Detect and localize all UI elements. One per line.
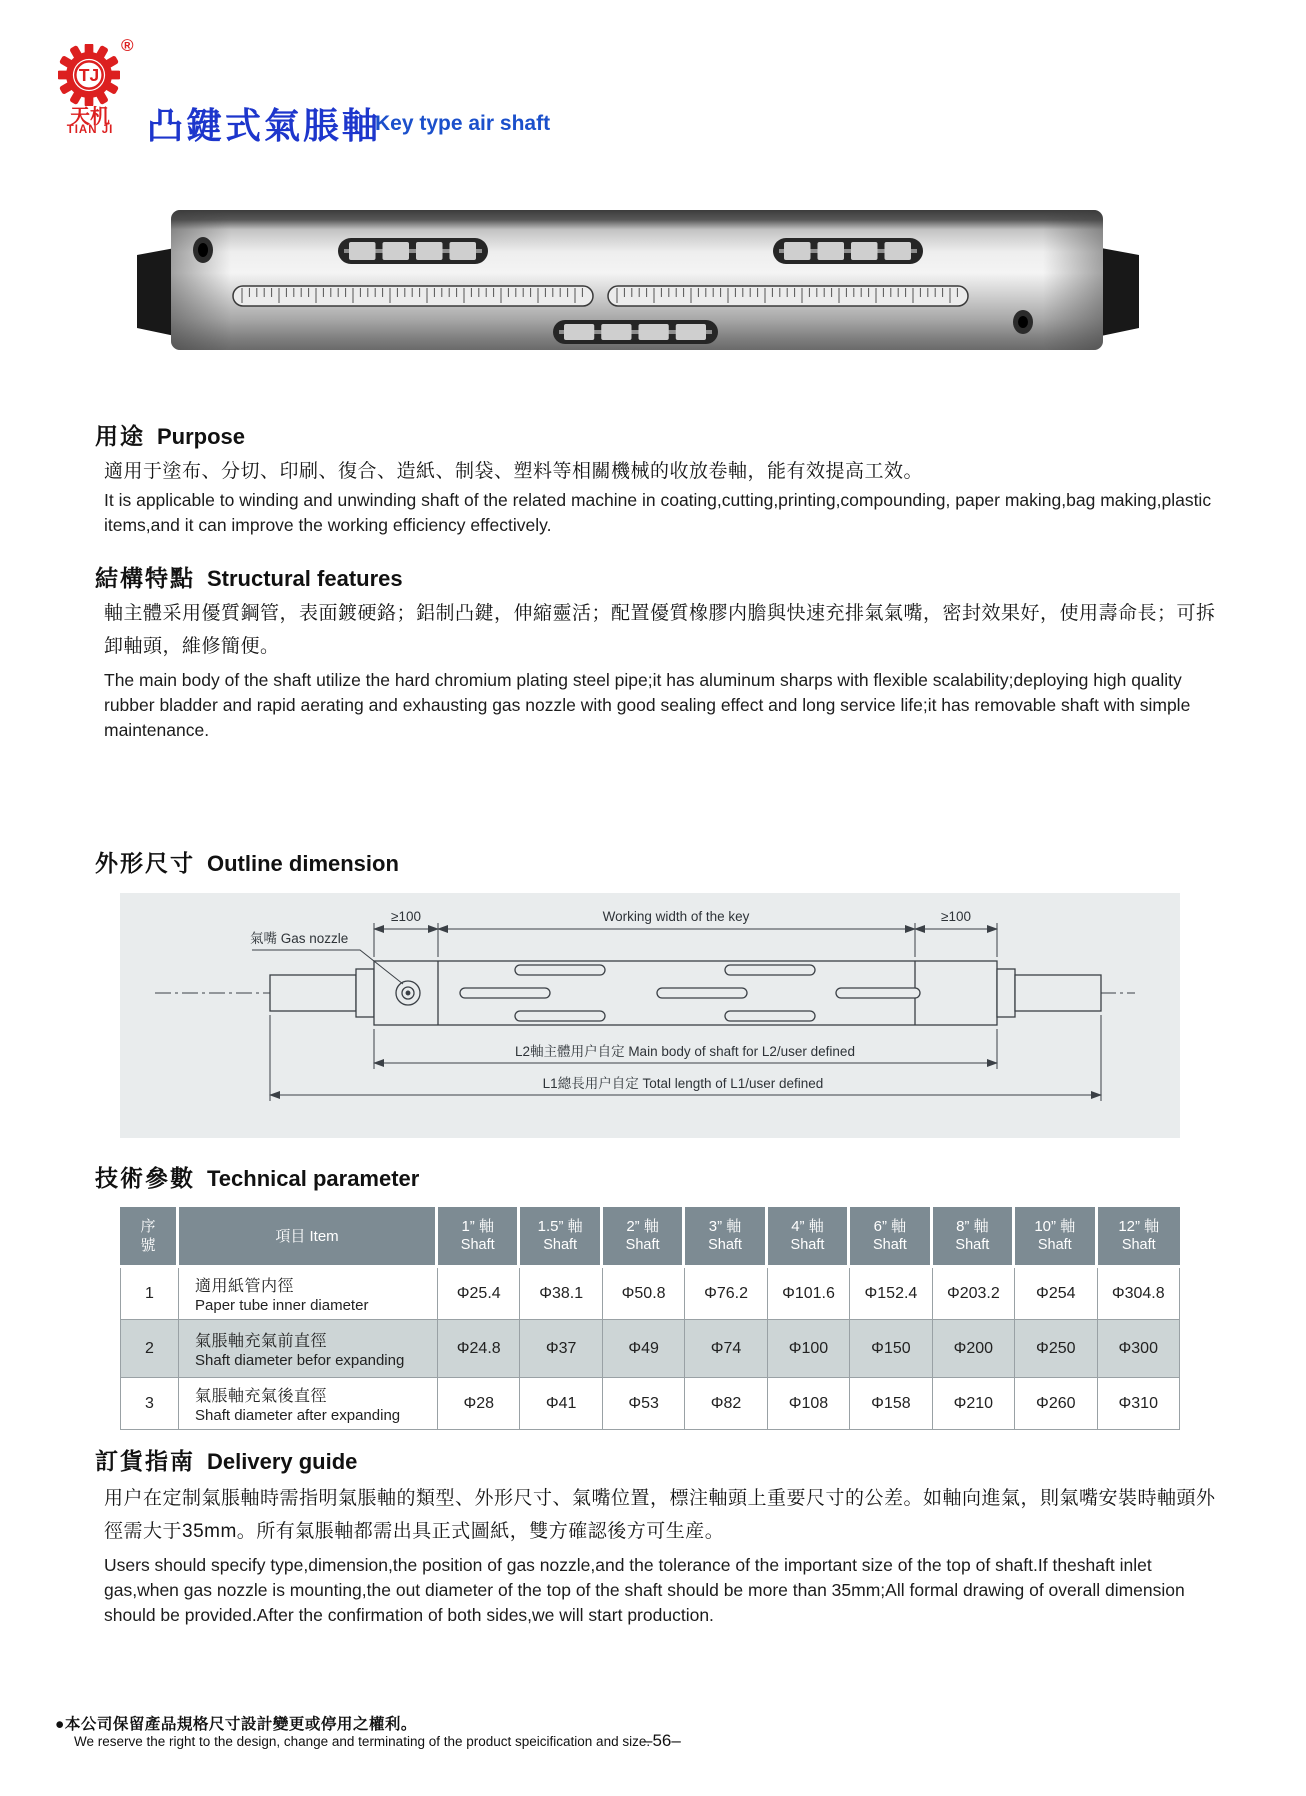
brand-gear-icon bbox=[58, 44, 120, 106]
technical-parameter-table bbox=[120, 1207, 1180, 1430]
value-cell: Φ150 bbox=[850, 1320, 932, 1378]
value-cell: Φ158 bbox=[850, 1378, 932, 1430]
value-cell: Φ203.2 bbox=[933, 1268, 1015, 1320]
delivery-text-en: Users should specify type,dimension,the position of gas nozzle,and the tolerance of the important size of the top of shaft.If theshaft inlet gas,when gas nozzle is mounting,the out diameter of the top of the shaft should be more than 35mm;All formal drawing of overall dimension should be provided.After the confirmation of both sides,we will start production. bbox=[104, 1555, 1185, 1625]
delivery-heading: 訂貨指南 Delivery guide bbox=[95, 1448, 358, 1474]
dim-right-label: ≥100 bbox=[941, 909, 971, 924]
delivery-text-cn: 用户在定制氣脹軸時需指明氣脹軸的類型、外形尺寸、氣嘴位置，標注軸頭上重要尺寸的公差。如軸向進氣，則氣嘴安裝時軸頭外徑需大于35mm。所有氣脹軸都需出具正式圖紙，雙方確認後方可生産。 bbox=[104, 1488, 1216, 1542]
value-cell: Φ304.8 bbox=[1098, 1268, 1181, 1320]
value-cell: Φ152.4 bbox=[850, 1268, 932, 1320]
value-cell: Φ200 bbox=[933, 1320, 1015, 1378]
value-cell: Φ37 bbox=[520, 1320, 602, 1378]
row-item-label: 氣脹軸充氣後直徑 Shaft diameter after expanding bbox=[179, 1378, 438, 1430]
row-number: 3 bbox=[120, 1378, 179, 1430]
col-header-shaft: 2” 軸 Shaft bbox=[603, 1207, 685, 1268]
col-header-shaft: 12” 軸 Shaft bbox=[1098, 1207, 1181, 1268]
col-header-shaft: 3” 軸 Shaft bbox=[685, 1207, 767, 1268]
col-header-no: 序 號 bbox=[120, 1207, 179, 1268]
gas-nozzle-label: 氣嘴 Gas nozzle bbox=[250, 931, 349, 946]
purpose-text-en: It is applicable to winding and unwinding shaft of the related machine in coating,cutting,printing,compounding, paper making,bag making,plastic items,and it can improve the working efficiency effectively. bbox=[104, 490, 1212, 535]
table-row bbox=[120, 1268, 1180, 1320]
brand-name-en: TIAN JI bbox=[66, 124, 114, 136]
row-item-label: 氣脹軸充氣前直徑 Shaft diameter befor expanding bbox=[179, 1320, 438, 1378]
page-title-en: Key type air shaft bbox=[375, 112, 551, 135]
dim-left-label: ≥100 bbox=[391, 909, 421, 924]
shaft-left-journal bbox=[137, 248, 175, 336]
value-cell: Φ41 bbox=[520, 1378, 602, 1430]
outline-drawing bbox=[120, 893, 1180, 1138]
table-row bbox=[120, 1320, 1180, 1378]
features-text-cn: 軸主體采用優質鋼管，表面鍍硬鉻；鋁制凸鍵，伸縮靈活；配置優質橡膠内膽與快速充排氣氣嘴，密封效果好，使用壽命長；可拆卸軸頭，維修簡便。 bbox=[104, 603, 1216, 657]
table-header-row bbox=[120, 1207, 1180, 1268]
parameters-heading: 技術參數 Technical parameter bbox=[95, 1165, 420, 1191]
value-cell: Φ24.8 bbox=[438, 1320, 520, 1378]
value-cell: Φ25.4 bbox=[438, 1268, 520, 1320]
purpose-text-cn: 適用于塗布、分切、印刷、復合、造紙、制袋、塑料等相關機械的收放卷軸，能有效提高工效。 bbox=[104, 461, 924, 482]
page-title-cn: 凸鍵式氣脹軸 bbox=[147, 105, 382, 146]
value-cell: Φ260 bbox=[1015, 1378, 1097, 1430]
bullet-icon: ● bbox=[55, 1716, 65, 1733]
l1-label: L1總長用户自定 Total length of L1/user defined bbox=[542, 1076, 824, 1091]
value-cell: Φ82 bbox=[685, 1378, 767, 1430]
drawing-right-journal bbox=[1015, 975, 1101, 1011]
footer-note-cn: ●本公司保留產品規格尺寸設計變更或停用之權利。 bbox=[55, 1716, 417, 1733]
value-cell: Φ38.1 bbox=[520, 1268, 602, 1320]
col-header-shaft: 1” 軸 Shaft bbox=[438, 1207, 520, 1268]
working-width-label: Working width of the key bbox=[602, 909, 750, 924]
col-header-shaft: 10” 軸 Shaft bbox=[1015, 1207, 1097, 1268]
ruler-slot-right bbox=[608, 286, 968, 306]
row-number: 1 bbox=[120, 1268, 179, 1320]
col-header-shaft: 6” 軸 Shaft bbox=[850, 1207, 932, 1268]
col-header-shaft: 1.5” 軸 Shaft bbox=[520, 1207, 602, 1268]
table-row bbox=[120, 1378, 1180, 1430]
value-cell: Φ254 bbox=[1015, 1268, 1097, 1320]
col-header-item: 項目 Item bbox=[179, 1207, 438, 1268]
features-text-en: The main body of the shaft utilize the hard chromium plating steel pipe;it has aluminum sharps with flexible scalability;deploying high quality rubber bladder and rapid aerating and exhausting gas nozzle with good sealing effect and long service life;it has removable shaft with simple maintenance. bbox=[104, 670, 1191, 740]
col-header-shaft: 4” 軸 Shaft bbox=[768, 1207, 850, 1268]
registered-trademark-icon: ® bbox=[121, 36, 134, 55]
drawing-left-journal bbox=[270, 975, 356, 1011]
page-number: –56– bbox=[643, 1731, 681, 1750]
value-cell: Φ108 bbox=[768, 1378, 850, 1430]
purpose-heading: 用途 Purpose bbox=[95, 423, 246, 449]
value-cell: Φ53 bbox=[603, 1378, 685, 1430]
l2-label: L2軸主體用户自定 Main body of shaft for L2/user defined bbox=[515, 1044, 855, 1059]
product-photo-air-shaft bbox=[133, 200, 1143, 360]
row-item-label: 適用紙管内徑 Paper tube inner diameter bbox=[179, 1268, 438, 1320]
row-number: 2 bbox=[120, 1320, 179, 1378]
value-cell: Φ76.2 bbox=[685, 1268, 767, 1320]
value-cell: Φ210 bbox=[933, 1378, 1015, 1430]
value-cell: Φ49 bbox=[603, 1320, 685, 1378]
value-cell: Φ250 bbox=[1015, 1320, 1097, 1378]
footer-note-en: We reserve the right to the design, change and terminating of the product speicification and size. bbox=[74, 1734, 651, 1749]
value-cell: Φ310 bbox=[1098, 1378, 1181, 1430]
value-cell: Φ50.8 bbox=[603, 1268, 685, 1320]
value-cell: Φ100 bbox=[768, 1320, 850, 1378]
outline-heading: 外形尺寸 Outline dimension bbox=[95, 850, 399, 876]
col-header-shaft: 8” 軸 Shaft bbox=[933, 1207, 1015, 1268]
features-heading: 結構特點 Structural features bbox=[95, 565, 403, 591]
key-slot-bottom bbox=[553, 320, 718, 344]
brand-monogram: TJ bbox=[78, 65, 100, 86]
value-cell: Φ74 bbox=[685, 1320, 767, 1378]
ruler-slot-left bbox=[233, 286, 593, 306]
brand-name-cn: 天机 bbox=[70, 106, 110, 128]
value-cell: Φ300 bbox=[1098, 1320, 1181, 1378]
outline-drawing-panel bbox=[120, 893, 1180, 1138]
shaft-right-journal bbox=[1101, 248, 1139, 336]
value-cell: Φ28 bbox=[438, 1378, 520, 1430]
value-cell: Φ101.6 bbox=[768, 1268, 850, 1320]
